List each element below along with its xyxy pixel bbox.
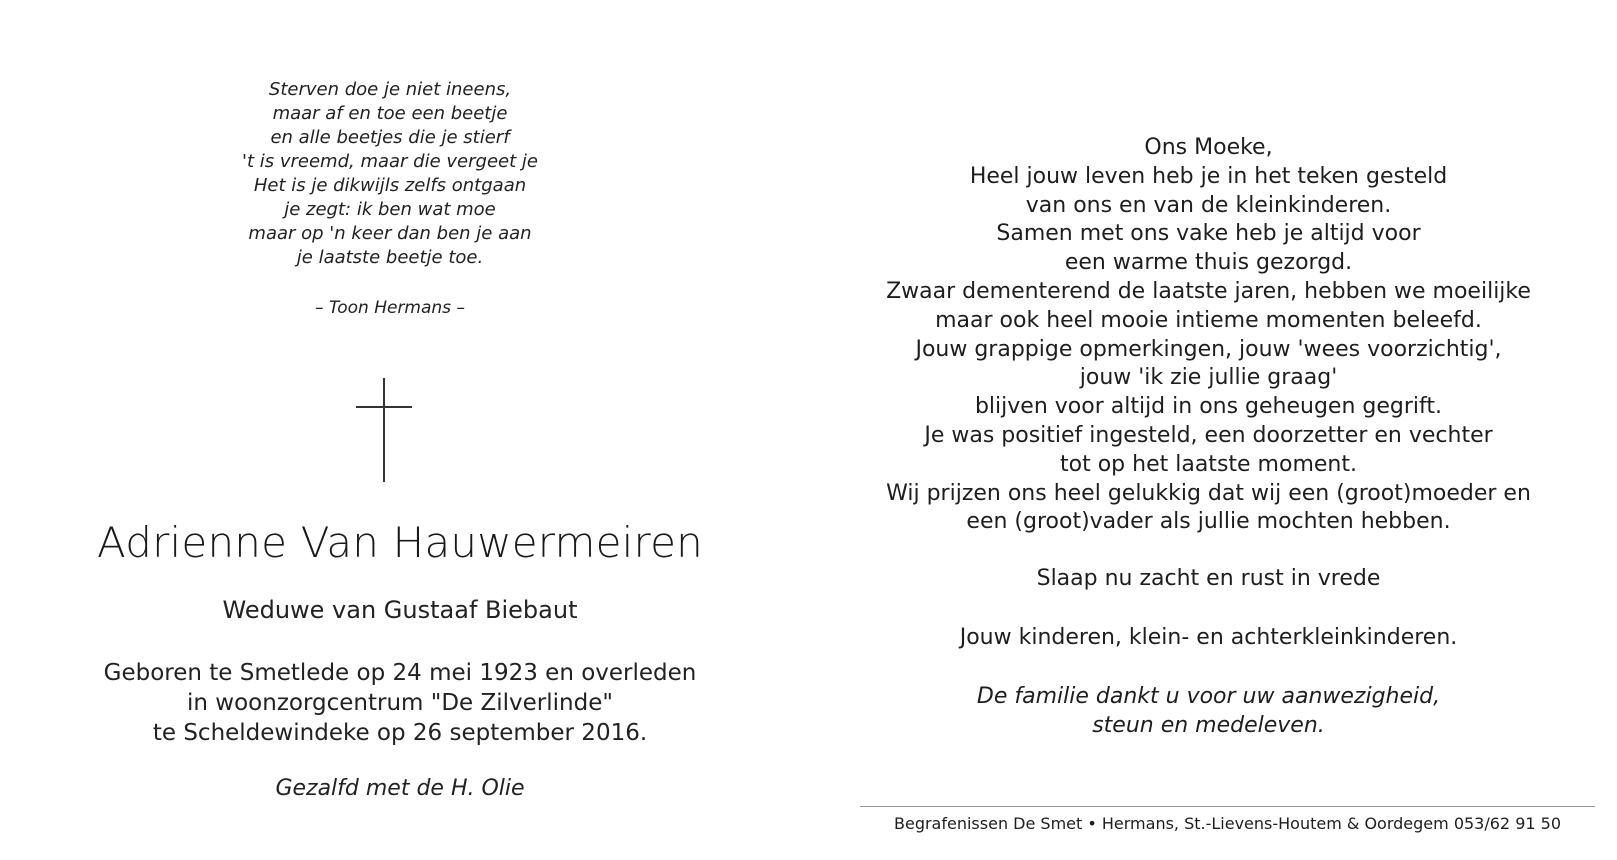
tribute-line: maar ook heel mooie intieme momenten beleefd.: [935, 307, 1482, 333]
birth-death-line: in woonzorgcentrum "De Zilverlinde": [187, 690, 613, 716]
tribute-line: Jouw grappige opmerkingen, jouw 'wees voorzichtig',: [915, 336, 1502, 362]
signed-by-family: Jouw kinderen, klein- en achterkleinkinderen.: [959, 625, 1458, 650]
thanks-line: steun en medeleven.: [1092, 713, 1325, 738]
cross-horizontal-bar: [356, 406, 412, 408]
family-thanks: [800, 682, 1617, 740]
poem: [180, 78, 600, 270]
poem-line: 't is vreemd, maar die vergeet je: [242, 151, 538, 172]
tribute-line: Heel jouw leven heb je in het teken gesteld: [969, 163, 1448, 189]
birth-death-line: Geboren te Smetlede op 24 mei 1923 en overleden: [103, 660, 697, 686]
tribute-line: Wij prijzen ons heel gelukkig dat wij een (groot)moeder en: [886, 480, 1531, 506]
tribute-line: Samen met ons vake heb je altijd voor: [996, 221, 1421, 247]
tribute-line: een (groot)vader als jullie mochten hebben.: [966, 509, 1451, 535]
poem-line: maar af en toe een beetje: [272, 103, 508, 124]
poem-line: Sterven doe je niet ineens,: [268, 79, 512, 100]
birth-death-details: [30, 658, 770, 748]
poem-line: je zegt: ik ben wat moe: [284, 199, 496, 220]
tribute-line: blijven voor altijd in ons geheugen gegrift.: [974, 394, 1443, 420]
birth-death-line: te Scheldewindeke op 26 september 2016.: [152, 720, 648, 746]
tribute-line: van ons en van de kleinkinderen.: [1025, 192, 1392, 218]
cross-icon: [356, 378, 412, 482]
widow-of: Weduwe van Gustaaf Biebaut: [222, 596, 578, 624]
right-panel: [800, 0, 1617, 860]
tribute-line: Zwaar dementerend de laatste jaren, hebben we moeilijke: [886, 278, 1531, 304]
thanks-line: De familie dankt u voor uw aanwezigheid,: [976, 684, 1441, 709]
tribute-line: Ons Moeke,: [1144, 135, 1273, 160]
poem-line: en alle beetjes die je stierf: [270, 127, 510, 148]
tribute-text: [800, 134, 1617, 537]
tribute-line: tot op het laatste moment.: [1060, 451, 1357, 477]
tribute-line: Je was positief ingesteld, een doorzetter en vechter: [924, 422, 1493, 448]
funeral-home-footer: Begrafenissen De Smet • Hermans, St.-Lievens-Houtem & Oordegem 053/62 91 50: [894, 814, 1561, 833]
poem-line: je laatste beetje toe.: [296, 247, 484, 268]
rest-in-peace: Slaap nu zacht en rust in vrede: [1036, 566, 1381, 591]
tribute-line: jouw 'ik zie jullie graag': [1079, 365, 1338, 391]
deceased-name: Adrienne Van Hauwermeiren: [97, 518, 703, 567]
footer-divider: [860, 806, 1595, 807]
poem-author: – Toon Hermans –: [315, 298, 465, 318]
anointed-note: Gezalfd met de H. Olie: [275, 776, 525, 801]
tribute-line: een warme thuis gezorgd.: [1064, 250, 1353, 276]
left-panel: [0, 0, 800, 860]
cross-vertical-bar: [383, 378, 385, 482]
poem-line: Het is je dikwijls zelfs ontgaan: [253, 175, 527, 196]
poem-line: maar op 'n keer dan ben je aan: [248, 223, 532, 244]
